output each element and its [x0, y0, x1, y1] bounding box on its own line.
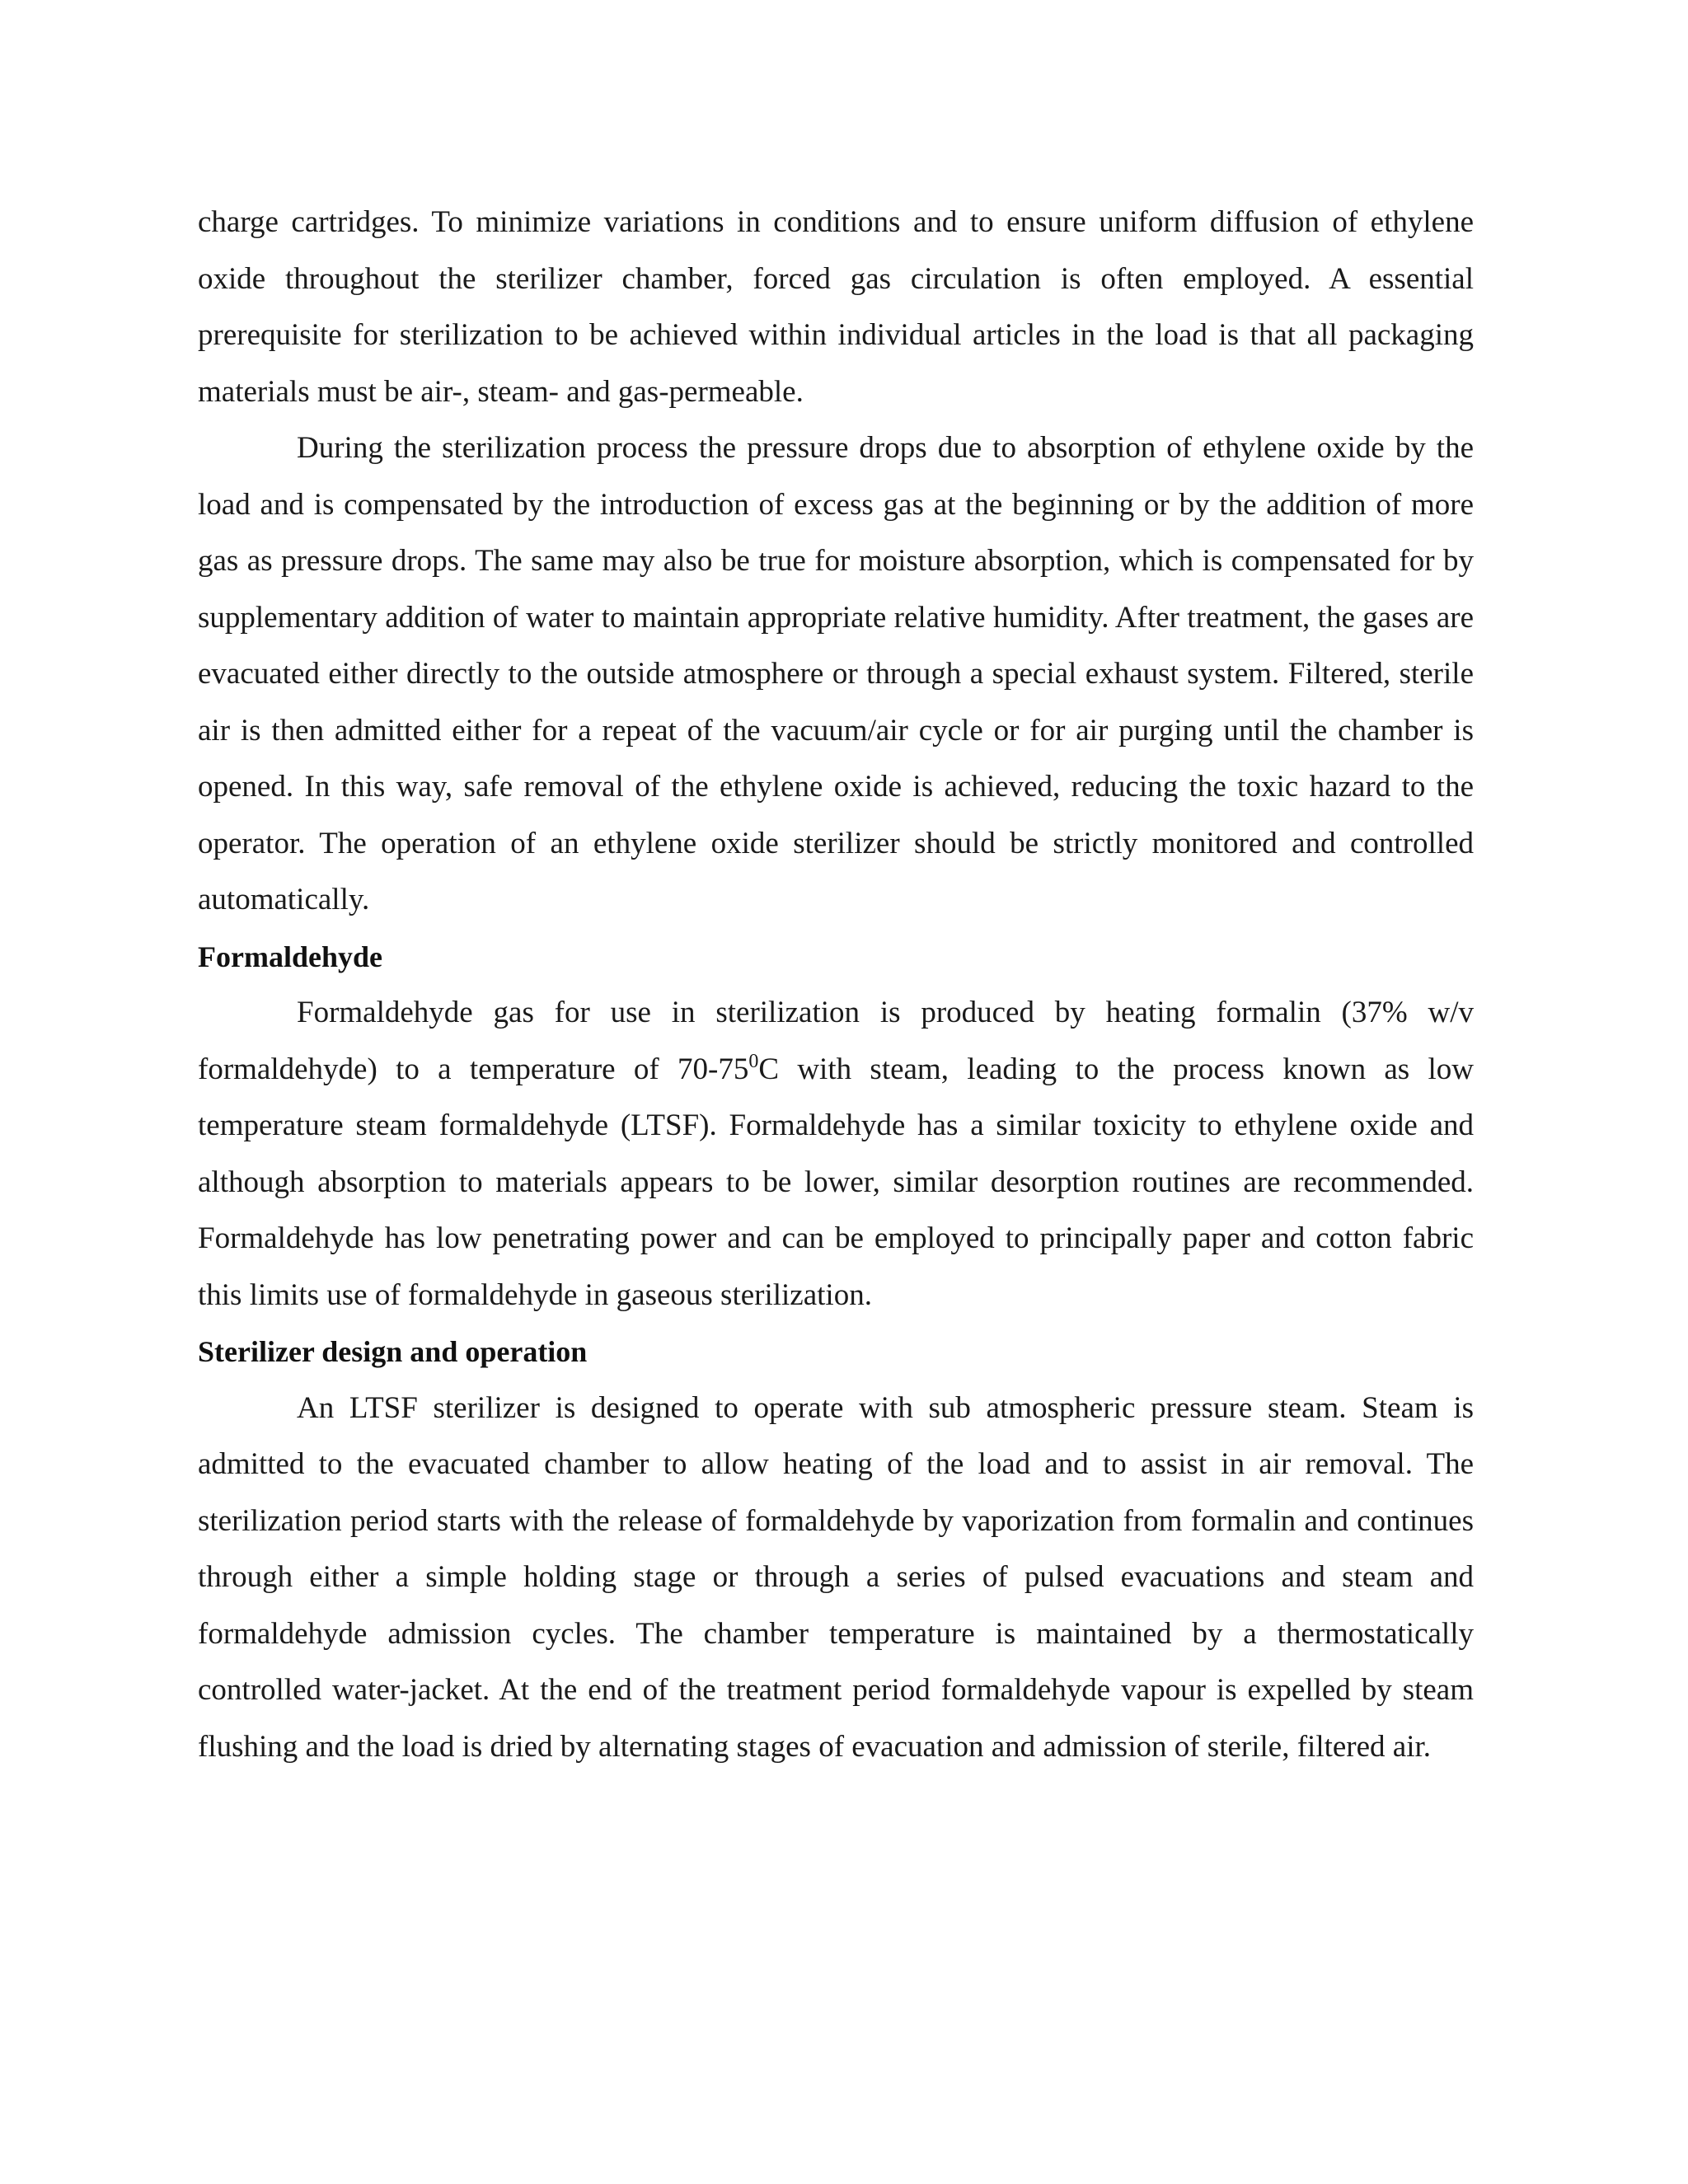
formaldehyde-text-end: C with steam, leading to the process known as low temperature steam formaldehyde (LTSF). Formaldehyde has a similar toxicity to ethylene oxide and although absorption to materials appears to be lower, similar desorption routines are recommended. Formaldehyde has low penetrating power and can be employed to principally paper and cotton fabric this limits use of formaldehyde in gaseous sterilization.	[198, 1052, 1474, 1312]
paragraph-sterilization-process: During the sterilization process the pressure drops due to absorption of ethylene oxide by the load and is compensated by the introduction of excess gas at the beginning or by the addition of more gas as pressure drops. The same may also be true for moisture absorption, which is compensated for by supplementary addition of water to maintain appropriate relative humidity. After treatment, the gases are evacuated either directly to the outside atmosphere or through a special exhaust system. Filtered, sterile air is then admitted either for a repeat of the vacuum/air cycle or for air purging until the chamber is opened. In this way, safe removal of the ethylene oxide is achieved, reducing the toxic hazard to the operator. The operation of an ethylene oxide sterilizer should be strictly monitored and controlled automatically.	[198, 431, 1474, 916]
document-page	[198, 194, 1474, 1775]
degree-superscript: 0	[748, 1050, 759, 1072]
heading-sterilizer-design: Sterilizer design and operation	[198, 1335, 588, 1368]
formaldehyde-text-start: Formaldehyde gas for use in sterilization is produced by heating formalin (37% w/v formaldehyde) to a temperature of 70-75	[198, 996, 1474, 1086]
heading-formaldehyde: Formaldehyde	[198, 940, 382, 973]
paragraph-ltsf-sterilizer: An LTSF sterilizer is designed to operate with sub atmospheric pressure steam. Steam is admitted to the evacuated chamber to allow heating of the load and to assist in air removal. The sterilization period starts with the release of formaldehyde by vaporization from formalin and continues through either a simple holding stage or through a series of pulsed evacuations and steam and formaldehyde admission cycles. The chamber temperature is maintained by a thermostatically controlled water-jacket. At the end of the treatment period formaldehyde vapour is expelled by steam flushing and the load is dried by alternating stages of evacuation and admission of sterile, filtered air.	[198, 1390, 1474, 1764]
paragraph-formaldehyde	[198, 985, 1474, 1324]
paragraph-charge-cartridges: charge cartridges. To minimize variations in conditions and to ensure uniform diffusion of ethylene oxide throughout the sterilizer chamber, forced gas circulation is often employed. A essential prerequisite for sterilization to be achieved within individual articles in the load is that all packaging materials must be air-, steam- and gas-permeable.	[198, 205, 1474, 409]
